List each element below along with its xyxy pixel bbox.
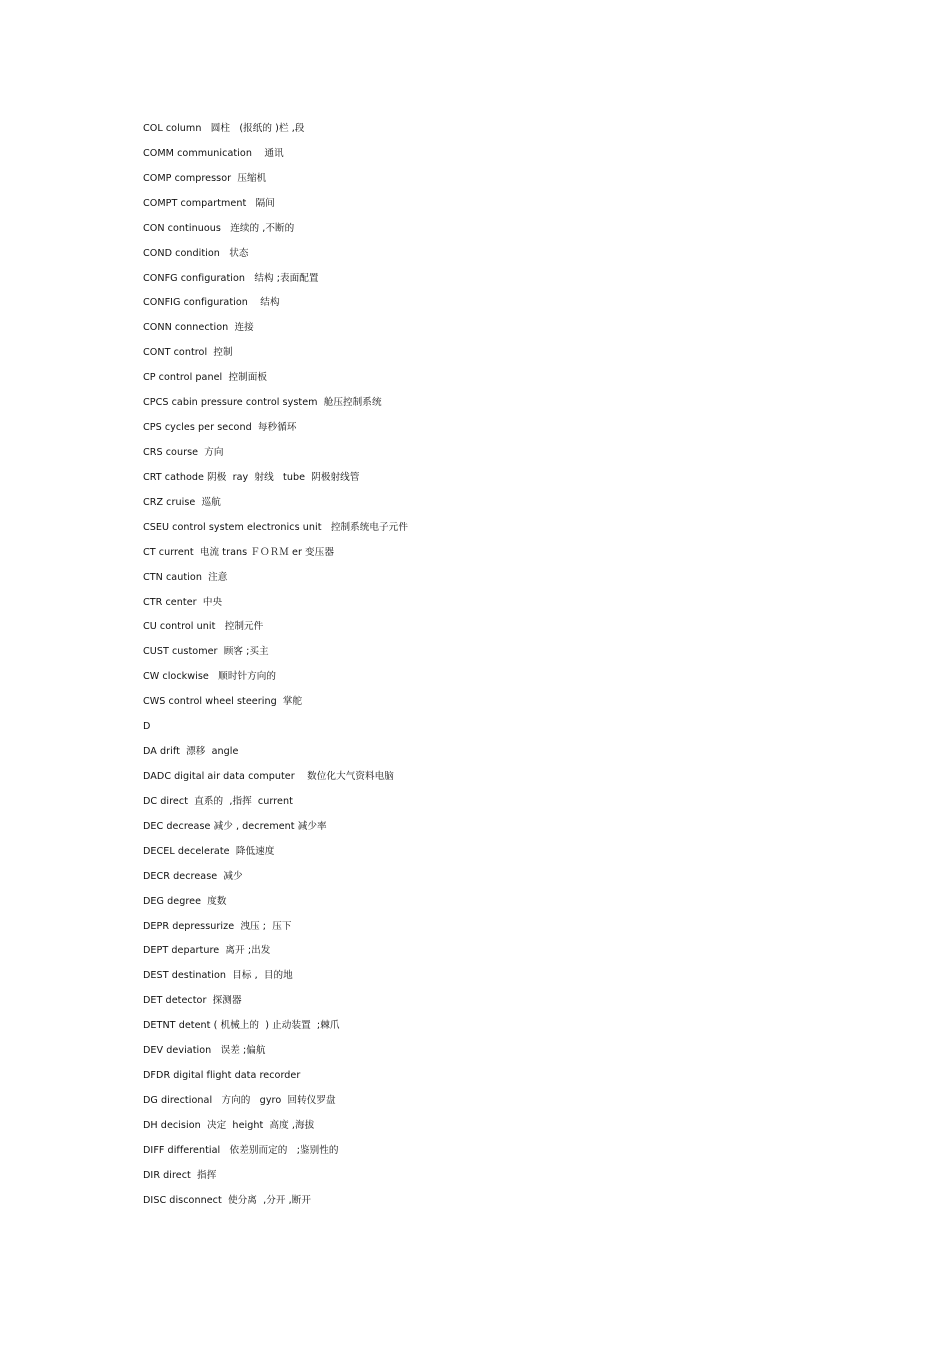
list-item: DA drift 漂移 angle bbox=[143, 746, 239, 758]
list-item: CONFG configuration 结构 ;表面配置 bbox=[143, 272, 319, 284]
list-item: DECEL decelerate 降低速度 bbox=[143, 845, 275, 857]
list-item: COMM communication 通讯 bbox=[143, 147, 284, 159]
list-item: DEST destination 目标 , 目的地 bbox=[143, 970, 293, 982]
section-letter: D bbox=[143, 721, 151, 733]
list-item: CRZ cruise 巡航 bbox=[143, 496, 221, 508]
list-item: CT current 电流 trans ＦＯＲＭ er 变压器 bbox=[143, 546, 334, 558]
list-item: DET detector 探测器 bbox=[143, 995, 242, 1007]
list-item: CUST customer 顾客 ;买主 bbox=[143, 646, 269, 658]
list-item: CPS cycles per second 每秒循环 bbox=[143, 422, 297, 434]
list-item: DETNT detent ( 机械上的 ) 止动装置 ;棘爪 bbox=[143, 1020, 340, 1032]
list-item: DH decision 决定 height 高度 ,海拔 bbox=[143, 1119, 315, 1131]
abbreviation-list bbox=[143, 120, 843, 1217]
list-item: DEPR depressurize 洩压 ; 压下 bbox=[143, 920, 292, 932]
list-item: DEV deviation 误差 ;偏航 bbox=[143, 1045, 266, 1057]
list-item: CPCS cabin pressure control system 舱压控制系统 bbox=[143, 397, 382, 409]
list-item: CWS control wheel steering 掌舵 bbox=[143, 696, 303, 708]
list-item: COMP compressor 压缩机 bbox=[143, 172, 267, 184]
list-item: DIR direct 指挥 bbox=[143, 1169, 217, 1181]
list-item: CSEU control system electronics unit 控制系统电子元件 bbox=[143, 521, 408, 533]
list-item: DEPT departure 离开 ;出发 bbox=[143, 945, 271, 957]
list-item: DISC disconnect 使分离 ,分开 ,断开 bbox=[143, 1194, 312, 1206]
list-item: CW clockwise 顺时针方向的 bbox=[143, 671, 277, 683]
list-item: COND condition 状态 bbox=[143, 247, 249, 259]
list-item: CP control panel 控制面板 bbox=[143, 372, 268, 384]
list-item: CONFIG configuration 结构 bbox=[143, 297, 280, 309]
list-item: CU control unit 控制元件 bbox=[143, 621, 264, 633]
list-item: CTR center 中央 bbox=[143, 596, 223, 608]
list-item: CONT control 控制 bbox=[143, 347, 233, 359]
list-item: DADC digital air data computer 数位化大气资料电脑 bbox=[143, 770, 394, 782]
list-item: CTN caution 注意 bbox=[143, 571, 228, 583]
list-item: DEG degree 度数 bbox=[143, 895, 227, 907]
list-item: DFDR digital flight data recorder bbox=[143, 1070, 301, 1082]
list-item: COMPT compartment 隔间 bbox=[143, 197, 275, 209]
list-item: CONN connection 连接 bbox=[143, 322, 254, 334]
list-item: DG directional 方向的 gyro 回转仪罗盘 bbox=[143, 1094, 336, 1106]
list-item: CON continuous 连续的 ,不断的 bbox=[143, 222, 295, 234]
list-item: DEC decrease 减少 , decrement 减少率 bbox=[143, 820, 327, 832]
list-item: CRT cathode 阴极 ray 射线 tube 阴极射线管 bbox=[143, 471, 360, 483]
list-item: CRS course 方向 bbox=[143, 446, 224, 458]
list-item: DIFF differential 依差别而定的 ;鉴别性的 bbox=[143, 1144, 339, 1156]
list-item: DC direct 直系的 ,指挥 current bbox=[143, 795, 293, 807]
list-item: COL column 圆柱 (报纸的 )栏 ,段 bbox=[143, 123, 305, 134]
list-item: DECR decrease 减少 bbox=[143, 870, 243, 882]
